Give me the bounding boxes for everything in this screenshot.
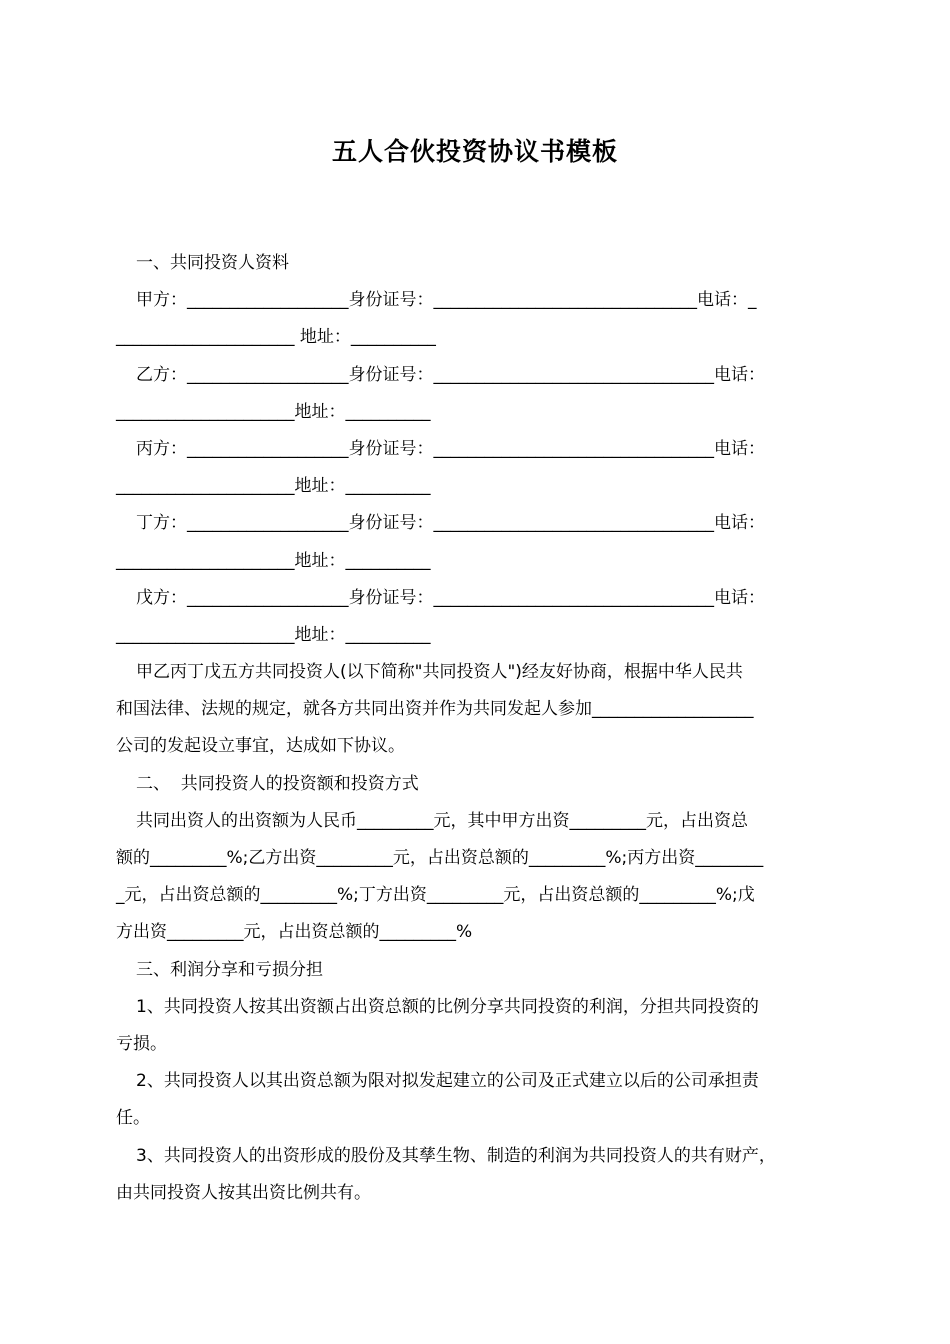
preamble-line-3: 公司的发起设立事宜，达成如下协议。 <box>116 736 405 757</box>
investment-line-1: 共同出资人的出资额为人民币_________元，其中甲方出资_________元，占出资总 <box>136 810 748 831</box>
party-e-line-2: _____________________地址：__________ <box>116 624 431 645</box>
preamble-line-2: 和国法律、法规的规定，就各方共同出资并作为共同发起人参加___________________ <box>116 699 754 720</box>
investment-line-3: _元，占出资总额的_________%;丁方出资_________元，占出资总额的_________%;戊 <box>116 885 755 906</box>
document-body <box>116 245 840 1212</box>
investment-line-4: 方出资_________元，占出资总额的_________% <box>116 922 473 943</box>
investment-line-2: 额的_________%;乙方出资_________元，占出资总额的_________%;丙方出资________ <box>116 848 764 868</box>
clause-3-line-1: 3、共同投资人的出资形成的股份及其孳生物、制造的利润为共同投资人的共有财产， <box>136 1145 776 1166</box>
preamble-line-1: 甲乙丙丁戊五方共同投资人(以下简称"共同投资人")经友好协商，根据中华人民共 <box>136 662 743 683</box>
party-e-line-1: 戊方：___________________身份证号：_________________________________电话： <box>136 587 765 608</box>
document-title: 五人合伙投资协议书模板 <box>331 137 618 166</box>
party-c-line-2: _____________________地址：__________ <box>116 476 431 497</box>
party-d-line-1: 丁方：___________________身份证号：_________________________________电话： <box>136 513 765 534</box>
clause-2-line-1: 2、共同投资人以其出资总额为限对拟发起建立的公司及正式建立以后的公司承担责 <box>136 1071 759 1092</box>
clause-1-line-2: 亏损。 <box>116 1033 167 1054</box>
clause-3-line-2: 由共同投资人按其出资比例共有。 <box>116 1182 371 1203</box>
party-d-line-2: _____________________地址：__________ <box>116 550 431 571</box>
clause-1-line-1: 1、共同投资人按其出资额占出资总额的比例分享共同投资的利润，分担共同投资的 <box>136 996 759 1017</box>
party-b-line-2: _____________________地址：__________ <box>116 401 431 422</box>
party-b-line-1: 乙方：___________________身份证号：_________________________________电话： <box>136 364 765 385</box>
section-heading-investment: 二、 共同投资人的投资额和投资方式 <box>136 773 419 794</box>
section-heading-investors: 一、共同投资人资料 <box>136 253 289 273</box>
section-heading-profit-loss: 三、利润分享和亏损分担 <box>136 959 323 980</box>
party-c-line-1: 丙方：___________________身份证号：_________________________________电话： <box>136 438 765 459</box>
party-a-line-2: _____________________ 地址：__________ <box>116 327 436 348</box>
party-a-line-1: 甲方：___________________身份证号：_______________________________电话：_ <box>136 290 757 311</box>
clause-2-line-2: 任。 <box>116 1108 150 1129</box>
